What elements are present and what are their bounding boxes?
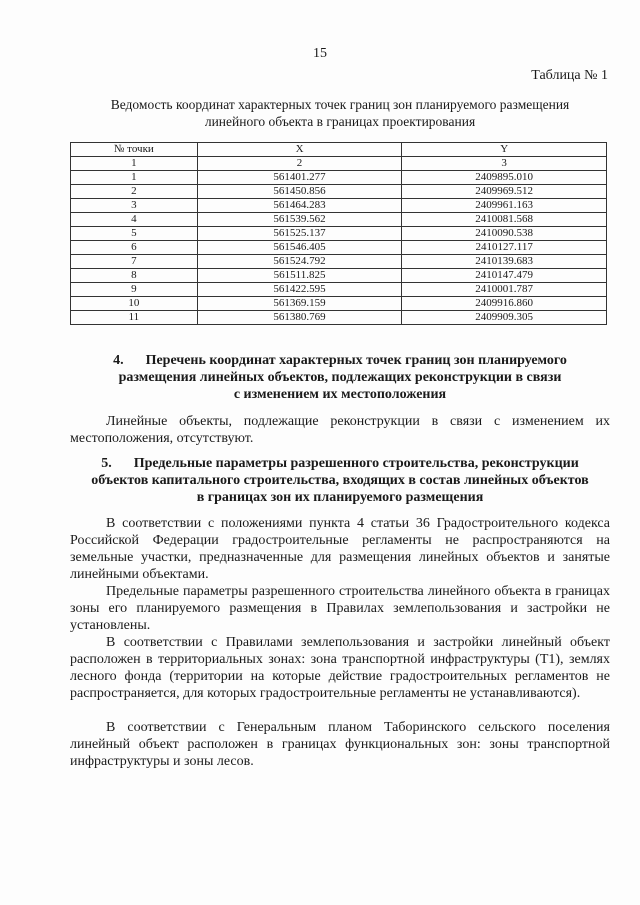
table-cell: 11	[71, 311, 198, 325]
table-cell: 6	[71, 241, 198, 255]
table-row	[71, 171, 607, 185]
table-row	[71, 213, 607, 227]
table-cell: 2409895.010	[402, 171, 607, 185]
table-cell: 2	[197, 157, 402, 171]
table-cell: 561546.405	[197, 241, 402, 255]
table-cell: 561464.283	[197, 199, 402, 213]
section-5-paragraph: В соответствии с положениями пункта 4 статьи 36 Градостроительного кодекса Российской Федерации градостроительные регламенты не распространяются на земельные участки, предназначенные для размещения линейных объектов и занятые линейными объектами.	[70, 516, 610, 582]
table-row	[71, 283, 607, 297]
table-cell: 1	[71, 171, 198, 185]
section-number: 4.	[113, 353, 124, 368]
table-cell: 561511.825	[197, 269, 402, 283]
table-cell: 4	[71, 213, 198, 227]
table-cell: 2	[71, 185, 198, 199]
table-cell: 7	[71, 255, 198, 269]
table-title	[70, 96, 610, 130]
table-cell: 2409909.305	[402, 311, 607, 325]
table-cell: 561422.595	[197, 283, 402, 297]
column-header-x: X	[197, 143, 402, 157]
column-header-point: № точки	[71, 143, 198, 157]
table-cell: 561380.769	[197, 311, 402, 325]
section-title-line: Перечень координат характерных точек границ зон планируемого	[145, 353, 567, 368]
table-cell: 2410090.538	[402, 227, 607, 241]
table-row	[71, 227, 607, 241]
section-title-line: объектов капитального строительства, входящих в состав линейных объектов	[91, 473, 589, 488]
table-row	[71, 185, 607, 199]
table-row	[71, 199, 607, 213]
table-cell: 2409961.163	[402, 199, 607, 213]
table-cell: 2410139.683	[402, 255, 607, 269]
coordinates-table	[70, 142, 607, 325]
section-5-paragraph: В соответствии с Генеральным планом Таборинского сельского поселения линейный объект расположен в границах функциональных зон: зоны транспортной инфраструктуры и зоны лесов.	[70, 720, 610, 769]
table-cell: 9	[71, 283, 198, 297]
section-number: 5.	[101, 456, 112, 471]
table-cell: 561369.159	[197, 297, 402, 311]
section-5-heading	[70, 455, 610, 506]
table-row	[71, 255, 607, 269]
table-row	[71, 241, 607, 255]
table-cell: 561525.137	[197, 227, 402, 241]
section-5-paragraph: Предельные параметры разрешенного строительства линейного объекта в границах зоны его планируемого размещения в Правилах землепользования и застройки не установлены.	[70, 584, 610, 633]
table-title-line: линейного объекта в границах проектирования	[204, 114, 476, 129]
section-title-line: размещения линейных объектов, подлежащих реконструкции в связи	[118, 370, 562, 385]
table-cell: 2409916.860	[402, 297, 607, 311]
table-row	[71, 297, 607, 311]
table-header-row	[71, 143, 607, 157]
table-cell: 561450.856	[197, 185, 402, 199]
table-row	[71, 311, 607, 325]
section-title-line: с изменением их местоположения	[233, 387, 447, 402]
table-cell: 2409969.512	[402, 185, 607, 199]
table-cell: 2410001.787	[402, 283, 607, 297]
table-cell: 2410127.117	[402, 241, 607, 255]
table-cell: 8	[71, 269, 198, 283]
section-title-line: Предельные параметры разрешенного строительства, реконструкции	[133, 456, 579, 471]
table-label: Таблица № 1	[531, 68, 608, 83]
page-number: 15	[313, 46, 327, 61]
table-cell: 3	[402, 157, 607, 171]
section-5-paragraph: В соответствии с Правилами землепользования и застройки линейный объект расположен в территориальных зонах: зона транспортной инфраструктуры (Т1), землях лесного фонда (территории на которые действие градостроительных регламентов не распространяется, для которых градостроительные регламенты не устанавливаются).	[70, 635, 610, 701]
table-cell: 10	[71, 297, 198, 311]
table-cell: 2410081.568	[402, 213, 607, 227]
table-cell: 3	[71, 199, 198, 213]
section-4-text: Линейные объекты, подлежащие реконструкции в связи с изменением их местоположения, отсутствуют.	[70, 414, 610, 446]
table-cell: 5	[71, 227, 198, 241]
table-cell: 561524.792	[197, 255, 402, 269]
table-title-line: Ведомость координат характерных точек границ зон планируемого размещения	[110, 97, 570, 112]
table-index-row	[71, 157, 607, 171]
table-row	[71, 269, 607, 283]
table-cell: 561539.562	[197, 213, 402, 227]
column-header-y: Y	[402, 143, 607, 157]
section-4-heading	[70, 352, 610, 403]
table-cell: 561401.277	[197, 171, 402, 185]
table-cell: 2410147.479	[402, 269, 607, 283]
table-cell: 1	[71, 157, 198, 171]
section-title-line: в границах зон их планируемого размещения	[196, 490, 484, 505]
